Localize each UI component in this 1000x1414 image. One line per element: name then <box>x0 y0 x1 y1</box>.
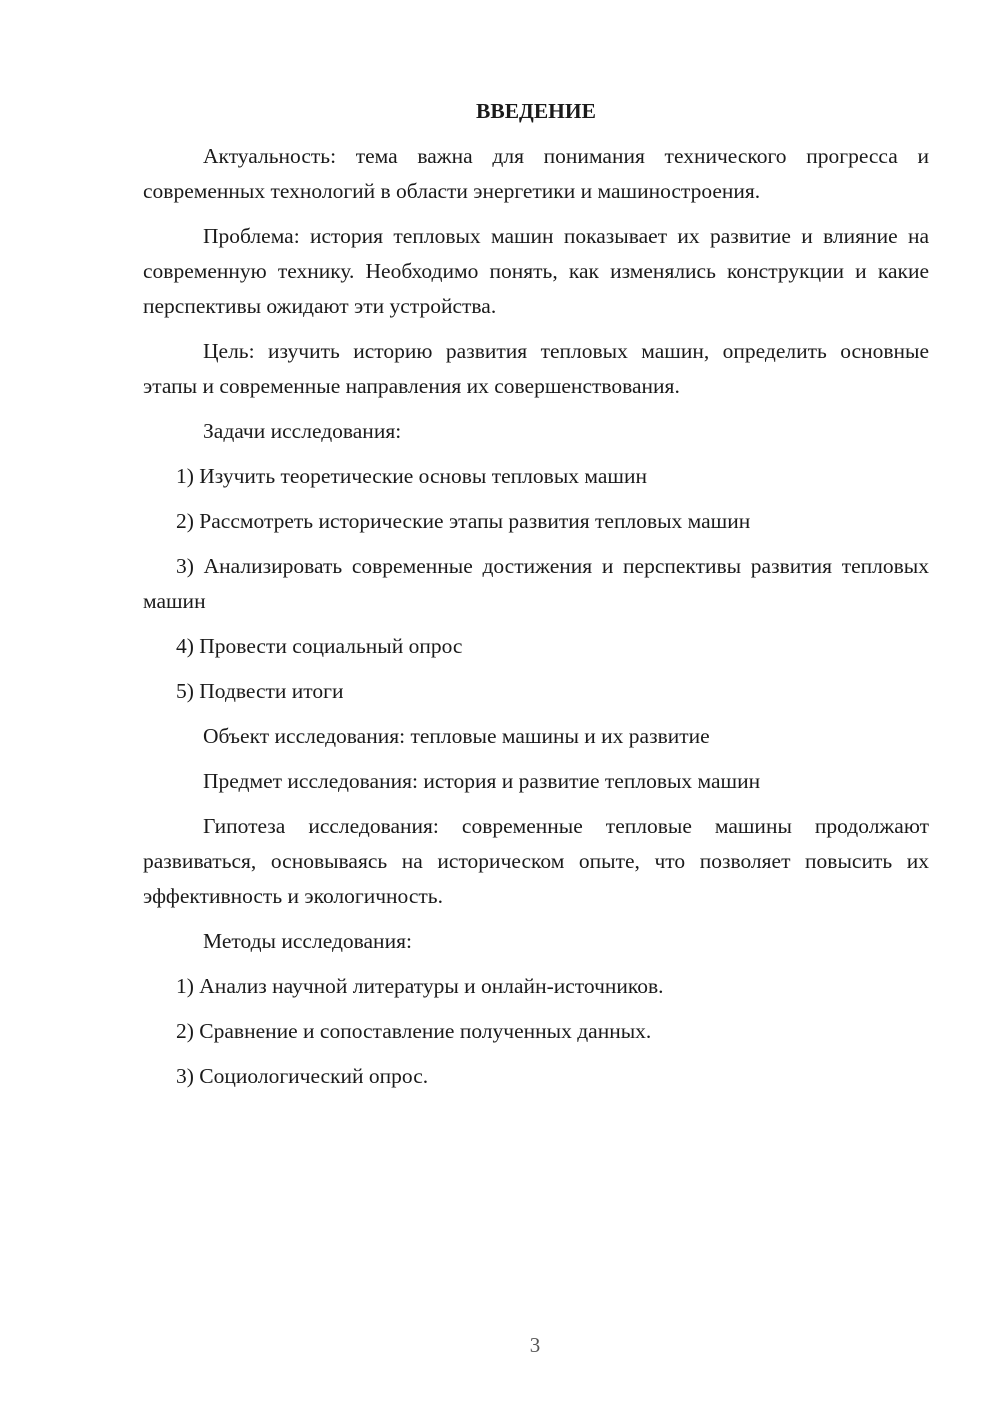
list-item-method-3: 3) Социологический опрос. <box>176 1064 429 1088</box>
list-item-task-1: 1) Изучить теоретические основы тепловых машин <box>176 464 647 488</box>
page-number: 3 <box>529 1333 541 1357</box>
list-item-task-5: 5) Подвести итоги <box>176 679 344 703</box>
list-item-task-2: 2) Рассмотреть исторические этапы развития тепловых машин <box>176 509 751 533</box>
paragraph-hypothesis: Гипотеза исследования: современные тепловые машины продолжают развиваться, основываясь на историческом опыте, что позволяет повысить их эффективность и экологичность. <box>143 814 929 908</box>
list-item-method-2: 2) Сравнение и сопоставление полученных данных. <box>176 1019 652 1043</box>
paragraph-relevance: Актуальность: тема важна для понимания технического прогресса и современных технологий в области энергетики и машиностроения. <box>143 144 929 203</box>
paragraph-methods-heading: Методы исследования: <box>203 929 412 953</box>
paragraph-goal: Цель: изучить историю развития тепловых машин, определить основные этапы и современные направления их совершенствования. <box>143 339 929 398</box>
page-title: ВВЕДЕНИЕ <box>476 99 596 123</box>
list-item-task-3: 3) Анализировать современные достижения и перспективы развития тепловых машин <box>143 554 929 613</box>
document-page <box>143 96 929 1104</box>
paragraph-subject: Предмет исследования: история и развитие тепловых машин <box>203 769 761 793</box>
paragraph-tasks-heading: Задачи исследования: <box>203 419 402 443</box>
list-item-method-1: 1) Анализ научной литературы и онлайн-источников. <box>176 974 664 998</box>
list-item-task-4: 4) Провести социальный опрос <box>176 634 463 658</box>
paragraph-object: Объект исследования: тепловые машины и их развитие <box>203 724 710 748</box>
paragraph-problem: Проблема: история тепловых машин показывает их развитие и влияние на современную технику. Необходимо понять, как изменялись конструкции и какие перспективы ожидают эти устройства. <box>143 224 929 318</box>
